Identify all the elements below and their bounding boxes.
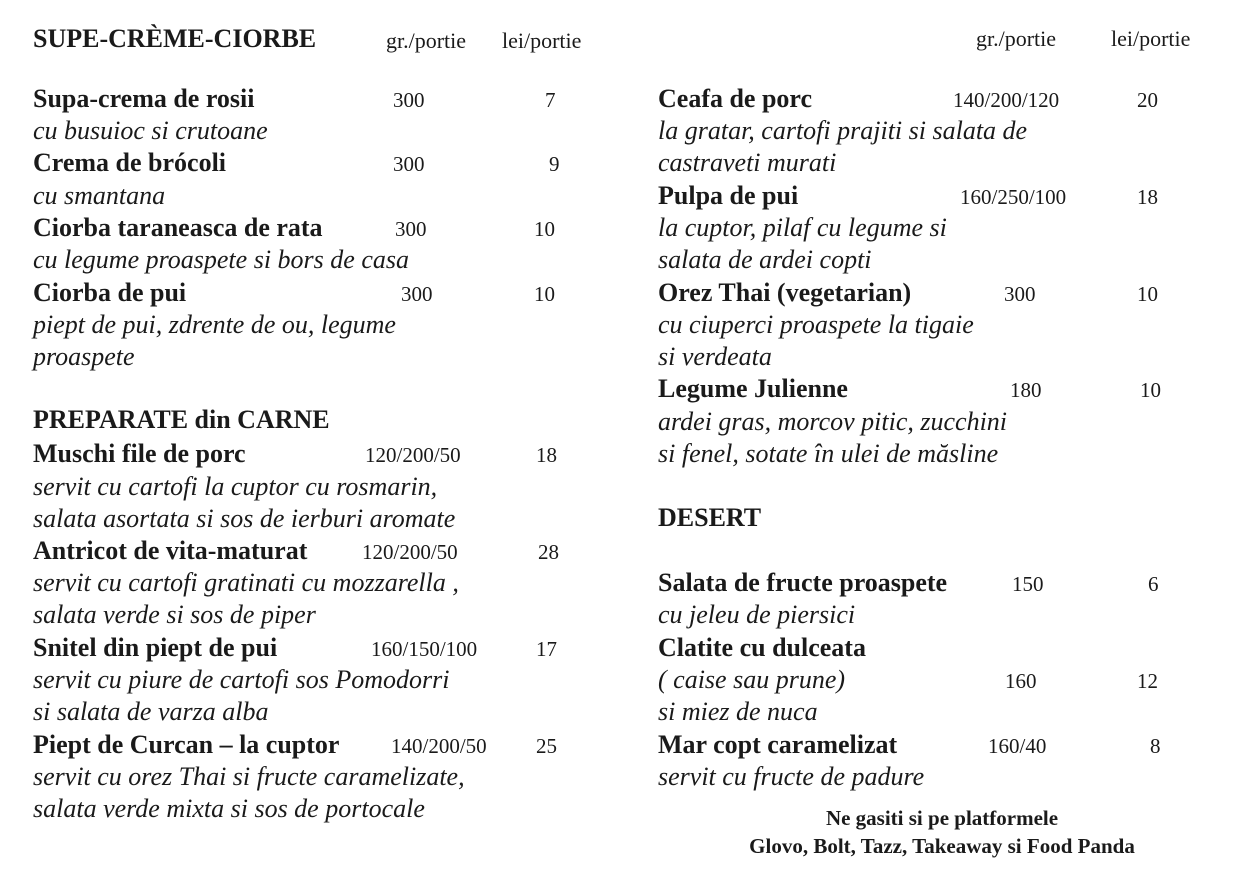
section-title-meat: PREPARATE din CARNE <box>33 405 330 434</box>
menu-item-grams: 160/40 <box>988 734 1047 758</box>
menu-item-grams: 150 <box>1012 572 1044 596</box>
menu-item-description: cu legume proaspete si bors de casa <box>33 245 409 274</box>
menu-item-description: servit cu fructe de padure <box>658 762 925 791</box>
menu-item-price: 10 <box>534 282 555 306</box>
menu-item-price: 18 <box>536 443 557 467</box>
menu-item-price: 25 <box>536 734 557 758</box>
menu-item-grams: 300 <box>393 88 425 112</box>
menu-item-description: proaspete <box>33 342 135 371</box>
menu-item-description: salata asortata si sos de ierburi aromate <box>33 504 456 533</box>
menu-item-description: si salata de varza alba <box>33 697 269 726</box>
menu-item-price: 10 <box>1140 378 1161 402</box>
menu-item-price: 12 <box>1137 669 1158 693</box>
price-column-header: lei/portie <box>502 28 582 53</box>
menu-item-grams: 300 <box>401 282 433 306</box>
menu-item-name: Ciorba de pui <box>33 278 187 307</box>
menu-item-name: Piept de Curcan – la cuptor <box>33 730 340 759</box>
delivery-platforms: Glovo, Bolt, Tazz, Takeaway si Food Panda <box>749 834 1135 858</box>
section-title-soups: SUPE-CRÈME-CIORBE <box>33 24 317 53</box>
menu-item-description: servit cu orez Thai si fructe caramelizate, <box>33 762 465 791</box>
menu-item-name: Antricot de vita-maturat <box>33 536 308 565</box>
price-column-header: lei/portie <box>1111 26 1191 51</box>
menu-item-grams: 300 <box>393 152 425 176</box>
menu-item-name: Legume Julienne <box>658 374 848 403</box>
menu-item-price: 6 <box>1148 572 1159 596</box>
menu-item-name: Pulpa de pui <box>658 181 799 210</box>
menu-item-price: 8 <box>1150 734 1161 758</box>
menu-item-description: si miez de nuca <box>658 697 818 726</box>
menu-item-description: la gratar, cartofi prajiti si salata de <box>658 116 1028 145</box>
menu-item-price: 10 <box>534 217 555 241</box>
menu-item-grams: 160/150/100 <box>371 637 478 661</box>
menu-item-price: 18 <box>1137 185 1158 209</box>
menu-item-price: 28 <box>538 540 559 564</box>
menu-item-description: si fenel, sotate în ulei de măsline <box>658 439 999 468</box>
menu-item-description: castraveti murati <box>658 148 837 177</box>
grams-column-header: gr./portie <box>976 26 1057 51</box>
menu-item-grams: 160/250/100 <box>960 185 1067 209</box>
menu-item-name: Ceafa de porc <box>658 84 813 113</box>
section-title-desserts: DESERT <box>658 503 762 532</box>
menu-item-description: ardei gras, morcov pitic, zucchini <box>658 407 1008 436</box>
menu-item-description: cu ciuperci proaspete la tigaie <box>658 310 974 339</box>
menu-item-description: cu busuioc si crutoane <box>33 116 268 145</box>
menu-item-grams: 120/200/50 <box>362 540 458 564</box>
menu-item-price: 10 <box>1137 282 1158 306</box>
menu-item-grams: 160 <box>1005 669 1037 693</box>
menu-item-name: Ciorba taraneasca de rata <box>33 213 323 242</box>
menu-item-price: 17 <box>536 637 557 661</box>
menu-item-name: Clatite cu dulceata <box>658 633 866 662</box>
menu-item-description: piept de pui, zdrente de ou, legume <box>33 310 396 339</box>
menu-item-description: salata verde mixta si sos de portocale <box>33 794 425 823</box>
delivery-note: Ne gasiti si pe platformele <box>825 806 1059 830</box>
menu-item-grams: 300 <box>395 217 427 241</box>
menu-item-description: salata de ardei copti <box>658 245 872 274</box>
menu-item-description: cu jeleu de piersici <box>658 600 856 629</box>
menu-item-description: servit cu cartofi gratinati cu mozzarella , <box>33 568 459 597</box>
menu-item-description: la cuptor, pilaf cu legume si <box>658 213 947 242</box>
menu-item-description: servit cu cartofi la cuptor cu rosmarin, <box>33 472 438 501</box>
menu-item-description: servit cu piure de cartofi sos Pomodorri <box>33 665 450 694</box>
menu-item-grams: 140/200/120 <box>953 88 1060 112</box>
menu-item-name: Crema de brócoli <box>33 148 227 177</box>
menu-item-description: ( caise sau prune) <box>658 665 846 694</box>
menu-item-description: si verdeata <box>658 342 772 371</box>
menu-item-price: 9 <box>549 152 560 176</box>
menu-item-grams: 140/200/50 <box>391 734 487 758</box>
menu-item-price: 20 <box>1137 88 1158 112</box>
menu-item-name: Mar copt caramelizat <box>658 730 898 759</box>
menu-item-grams: 180 <box>1010 378 1042 402</box>
menu-item-description: salata verde si sos de piper <box>33 600 316 629</box>
menu-item-name: Muschi file de porc <box>33 439 246 468</box>
grams-column-header: gr./portie <box>386 28 467 53</box>
menu-item-name: Snitel din piept de pui <box>33 633 278 662</box>
menu-item-name: Salata de fructe proaspete <box>658 568 948 597</box>
menu-item-name: Supa-crema de rosii <box>33 84 255 113</box>
menu-item-grams: 120/200/50 <box>365 443 461 467</box>
menu-item-price: 7 <box>545 88 556 112</box>
menu-item-name: Orez Thai (vegetarian) <box>658 278 912 307</box>
menu-item-description: cu smantana <box>33 181 166 210</box>
menu-item-grams: 300 <box>1004 282 1036 306</box>
